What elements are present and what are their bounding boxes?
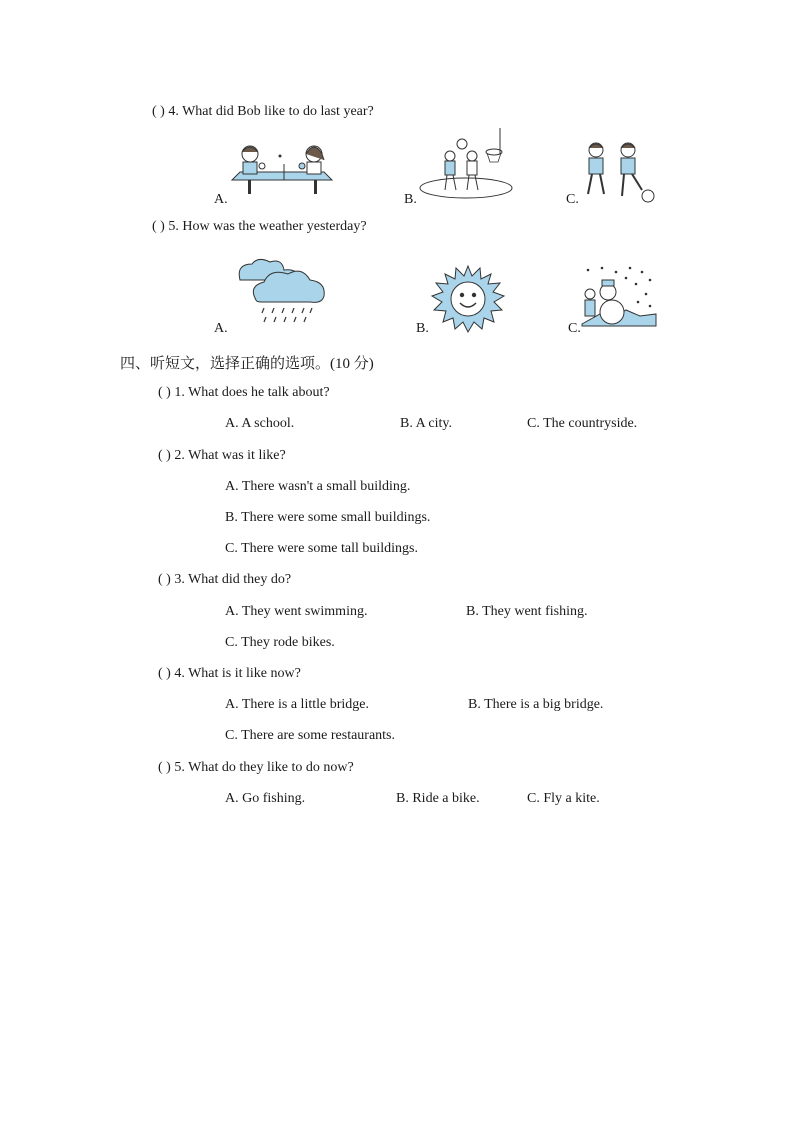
section-heading bbox=[120, 352, 374, 373]
sun-picture bbox=[430, 264, 506, 334]
option-label-a: A. bbox=[214, 321, 228, 336]
option-label-c: C. bbox=[568, 321, 581, 336]
question-4-1 bbox=[158, 384, 330, 402]
option-a[interactable]: A. They went swimming. bbox=[225, 604, 368, 619]
option-label-b: B. bbox=[404, 192, 417, 207]
option-label-a: A. bbox=[214, 192, 228, 207]
section-score: (10 分) bbox=[330, 356, 374, 372]
option-b[interactable]: B. They went fishing. bbox=[466, 604, 588, 619]
snowman-picture bbox=[580, 264, 658, 328]
answer-blank[interactable]: ( ) bbox=[158, 572, 171, 587]
question-text: 5. How was the weather yesterday? bbox=[168, 219, 367, 234]
answer-blank[interactable]: ( ) bbox=[158, 760, 171, 775]
question-text: 4. What is it like now? bbox=[174, 666, 301, 681]
question-text: 4. What did Bob like to do last year? bbox=[168, 104, 374, 119]
option-label-b: B. bbox=[416, 321, 429, 336]
answer-blank[interactable]: ( ) bbox=[152, 104, 165, 119]
option-b[interactable]: B. Ride a bike. bbox=[396, 791, 480, 806]
answer-blank[interactable]: ( ) bbox=[152, 219, 165, 234]
option-b[interactable]: B. There is a big bridge. bbox=[468, 697, 604, 712]
option-label-c: C. bbox=[566, 192, 579, 207]
option-c[interactable]: C. The countryside. bbox=[527, 416, 638, 431]
football-picture bbox=[580, 140, 656, 206]
option-a[interactable]: A. A school. bbox=[225, 416, 295, 431]
question-4-3 bbox=[158, 571, 291, 589]
option-c[interactable]: C. They rode bikes. bbox=[225, 635, 335, 650]
question-3-5 bbox=[152, 218, 367, 236]
option-c[interactable]: C. Fly a kite. bbox=[527, 791, 600, 806]
question-text: 1. What does he talk about? bbox=[174, 385, 330, 400]
question-text: 2. What was it like? bbox=[174, 448, 286, 463]
option-c[interactable]: C. There are some restaurants. bbox=[225, 728, 396, 743]
option-b[interactable]: B. There were some small buildings. bbox=[225, 510, 431, 525]
question-text: 5. What do they like to do now? bbox=[174, 760, 354, 775]
answer-blank[interactable]: ( ) bbox=[158, 385, 171, 400]
option-a[interactable]: A. There wasn't a small building. bbox=[225, 479, 411, 494]
option-c[interactable]: C. There were some tall buildings. bbox=[225, 541, 418, 556]
question-4-5 bbox=[158, 759, 354, 777]
answer-blank[interactable]: ( ) bbox=[158, 448, 171, 463]
basketball-picture bbox=[416, 124, 516, 200]
question-4-2 bbox=[158, 447, 286, 465]
option-a[interactable]: A. There is a little bridge. bbox=[225, 697, 369, 712]
question-4-4 bbox=[158, 665, 301, 683]
question-text: 3. What did they do? bbox=[174, 572, 292, 587]
table-tennis-picture bbox=[228, 140, 340, 198]
answer-blank[interactable]: ( ) bbox=[158, 666, 171, 681]
option-b[interactable]: B. A city. bbox=[400, 416, 452, 431]
question-3-4 bbox=[152, 103, 374, 121]
option-a[interactable]: A. Go fishing. bbox=[225, 791, 306, 806]
rainy-cloud-picture bbox=[226, 256, 330, 326]
section-title: 四、听短文，选择正确的选项。 bbox=[120, 354, 331, 372]
